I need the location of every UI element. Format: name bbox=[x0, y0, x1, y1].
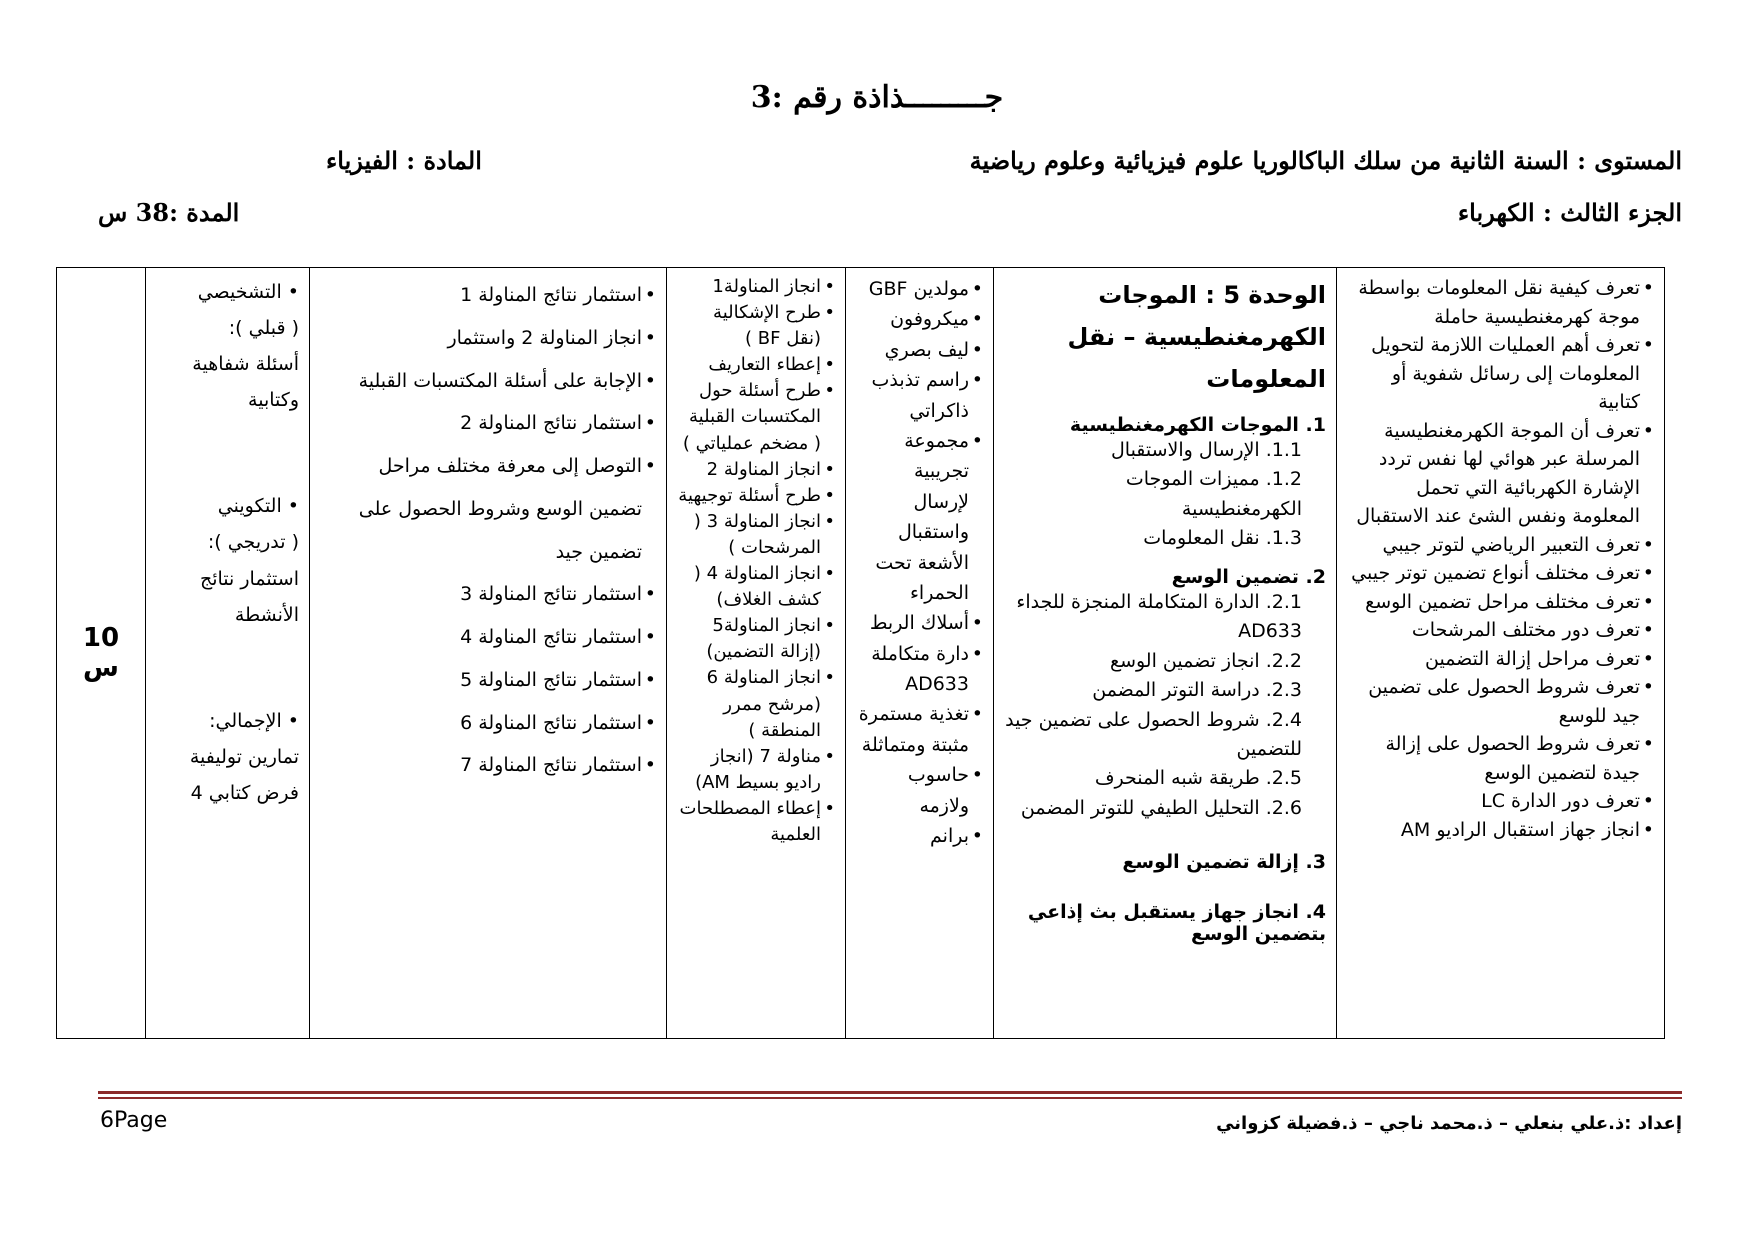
section-title: 2. تضمين الوسع bbox=[1171, 565, 1326, 588]
list-item: • تعرف أن الموجة الكهرمغنطيسية المرسلة عبر هوائي لها نفس تردد الإشارة الكهربائية التي تحمل المعلومة ونفس الشئ عند الاستقبال bbox=[1347, 417, 1654, 531]
list-item: • إعطاء التعاريف bbox=[677, 352, 835, 378]
list-item: • استثمار نتائج المناولة 3 bbox=[320, 573, 656, 616]
objectives-list bbox=[1347, 274, 1654, 844]
section-2 bbox=[1004, 566, 1326, 824]
section-title: 4. انجاز جهاز يستقبل بث إذاعي بتضمين الوسع bbox=[1027, 901, 1326, 946]
subject-line: المادة : الفيزياء bbox=[326, 146, 482, 175]
list-item: • استثمار نتائج المناولة 5 bbox=[320, 659, 656, 702]
duration-line: المدة :38 س bbox=[98, 198, 240, 227]
list-item: • أسلاك الربط bbox=[856, 608, 983, 638]
section-item: 2.4. شروط الحصول على تضمين جيد للتضمين bbox=[1005, 708, 1302, 760]
list-item: • تعرف دور مختلف المرشحات bbox=[1347, 616, 1654, 645]
section-item: 2.5. طريقة شبه المنحرف bbox=[1094, 767, 1302, 790]
evaluation-heading: • التكويني bbox=[217, 495, 299, 518]
evaluation-diagnostic bbox=[156, 274, 299, 418]
time-value: 10 bbox=[82, 623, 120, 653]
footer-divider bbox=[98, 1091, 1682, 1094]
list-item: • انجاز جهاز استقبال الراديو AM bbox=[1347, 816, 1654, 845]
list-item: • تعرف مختلف أنواع تضمين توتر جيبي bbox=[1347, 559, 1654, 588]
section-item: 1.1. الإرسال والاستقبال bbox=[1110, 439, 1302, 461]
teacher-activities-list bbox=[677, 274, 835, 848]
evaluation-desc: فرض كتابي 4 bbox=[190, 781, 299, 804]
section-title: 1. الموجات الكهرمغنطيسية bbox=[1069, 414, 1326, 436]
list-item: • حاسوب ولازمه bbox=[856, 760, 983, 821]
list-item: • ميكروفون bbox=[856, 304, 983, 334]
list-item: • استثمار نتائج المناولة 2 bbox=[320, 402, 656, 445]
evaluation-sub: ( قبلي ): bbox=[228, 317, 299, 340]
section-3 bbox=[1004, 851, 1326, 873]
evaluation-sub: ( تدريجي ): bbox=[207, 531, 299, 554]
list-item: • انجاز المناولة1 bbox=[677, 274, 835, 300]
evaluation-formative bbox=[156, 488, 299, 632]
unit-title: الوحدة 5 : الموجات الكهرمغنطيسية – نقل المعلومات bbox=[1067, 281, 1326, 393]
list-item: • دارة متكاملة AD633 bbox=[856, 639, 983, 700]
section-1 bbox=[1004, 414, 1326, 554]
list-item: • تعرف مراحل إزالة التضمين bbox=[1347, 645, 1654, 674]
time-unit: س bbox=[83, 653, 119, 683]
learner-activities-list bbox=[320, 274, 656, 787]
list-item: • استثمار نتائج المناولة 1 bbox=[320, 274, 656, 317]
section-item: 2.3. دراسة التوتر المضمن bbox=[1092, 679, 1302, 702]
section-4 bbox=[1004, 901, 1326, 945]
list-item: • انجاز المناولة 4 ( كشف الغلاف) bbox=[677, 561, 835, 613]
list-item: • استثمار نتائج المناولة 6 bbox=[320, 702, 656, 745]
page-title: جـــــــــذاذة رقم :3 bbox=[750, 80, 1004, 115]
evaluation-heading: • الإجمالي: bbox=[209, 709, 299, 732]
materials-cell bbox=[846, 268, 994, 1039]
objectives-cell bbox=[1337, 268, 1665, 1039]
list-item: • إعطاء المصطلحات العلمية bbox=[677, 796, 835, 848]
part-line: الجزء الثالث : الكهرباء bbox=[1457, 198, 1682, 227]
list-item: • تعرف مختلف مراحل تضمين الوسع bbox=[1347, 588, 1654, 617]
section-item: 2.1. الدارة المتكاملة المنجزة للجداء AD633 bbox=[1016, 590, 1302, 643]
page-number: 6Page bbox=[100, 1108, 168, 1133]
evaluation-cell bbox=[146, 268, 310, 1039]
materials-list bbox=[856, 274, 983, 851]
footer-authors: إعداد :ذ.علي بنعلي – ذ.محمد ناجي – ذ.فضيلة كزواني bbox=[1216, 1113, 1682, 1134]
list-item: • تعرف أهم العمليات اللازمة لتحويل المعلومات إلى رسائل شفوية أو كتابية bbox=[1347, 331, 1654, 417]
list-item: • استثمار نتائج المناولة 4 bbox=[320, 616, 656, 659]
list-item: • مولدين GBF bbox=[856, 274, 983, 304]
list-item: • ليف بصري bbox=[856, 335, 983, 365]
list-item: • تعرف شروط الحصول على تضمين جيد للوسع bbox=[1347, 673, 1654, 730]
footer-divider bbox=[98, 1097, 1682, 1099]
list-item: • طرح أسئلة حول المكتسبات القبلية ( مضخم عملياتي ) bbox=[677, 378, 835, 456]
section-title: 3. إزالة تضمين الوسع bbox=[1122, 851, 1326, 874]
list-item: • تعرف دور الدارة LC bbox=[1347, 787, 1654, 816]
list-item: • انجاز المناولة 3 ( المرشحات ) bbox=[677, 509, 835, 561]
list-item: • طرح الإشكالية (نقل BF ) bbox=[677, 300, 835, 352]
list-item: • انجاز المناولة 2 واستثمار bbox=[320, 317, 656, 360]
evaluation-summative bbox=[156, 703, 299, 811]
list-item: • انجاز المناولة 2 bbox=[677, 457, 835, 483]
list-item: • انجاز المناولة5 (إزالة التضمين) bbox=[677, 613, 835, 665]
list-item: • طرح أسئلة توجيهية bbox=[677, 483, 835, 509]
content-cell bbox=[994, 268, 1337, 1039]
level-line: المستوى : السنة الثانية من سلك الباكالوريا علوم فيزيائية وعلوم رياضية bbox=[969, 146, 1682, 175]
list-item: • التوصل إلى معرفة مختلف مراحل تضمين الوسع وشروط الحصول على تضمين جيد bbox=[320, 445, 656, 573]
lesson-table bbox=[56, 267, 1665, 1039]
evaluation-desc: استثمار نتائج الأنشطة bbox=[199, 567, 299, 626]
list-item: • تغذية مستمرة مثبتة ومتماثلة bbox=[856, 699, 983, 760]
section-item: 1.2. مميزات الموجات الكهرمغنطيسية bbox=[1125, 468, 1302, 520]
list-item: • الإجابة على أسئلة المكتسبات القبلية bbox=[320, 360, 656, 403]
list-item: • تعرف التعبير الرياضي لتوتر جيبي bbox=[1347, 531, 1654, 560]
section-item: 1.3. نقل المعلومات bbox=[1143, 527, 1302, 550]
list-item: • راسم تذبذب ذاكراتي bbox=[856, 365, 983, 426]
list-item: • تعرف كيفية نقل المعلومات بواسطة موجة كهرمغنطيسية حاملة bbox=[1347, 274, 1654, 331]
list-item: • تعرف شروط الحصول على إزالة جيدة لتضمين الوسع bbox=[1347, 730, 1654, 787]
time-cell bbox=[57, 268, 146, 1039]
section-item: 2.2. انجاز تضمين الوسع bbox=[1109, 649, 1302, 672]
list-item: • مجموعة تجريبية لإرسال واستقبال الأشعة تحت الحمراء bbox=[856, 426, 983, 608]
evaluation-heading: • التشخيصي bbox=[197, 281, 299, 303]
evaluation-desc: تمارين توليفية bbox=[189, 745, 299, 768]
list-item: • استثمار نتائج المناولة 7 bbox=[320, 744, 656, 787]
list-item: • برانم bbox=[856, 821, 983, 851]
list-item: • انجاز المناولة 6 (مرشح ممرر المنطقة ) bbox=[677, 665, 835, 743]
teacher-activities-cell bbox=[667, 268, 846, 1039]
section-item: 2.6. التحليل الطيفي للتوتر المضمن bbox=[1020, 796, 1302, 819]
list-item: • مناولة 7 (انجاز راديو بسيط AM) bbox=[677, 744, 835, 796]
evaluation-desc: أسئلة شفاهية وكتابية bbox=[192, 353, 299, 412]
learner-activities-cell bbox=[310, 268, 667, 1039]
